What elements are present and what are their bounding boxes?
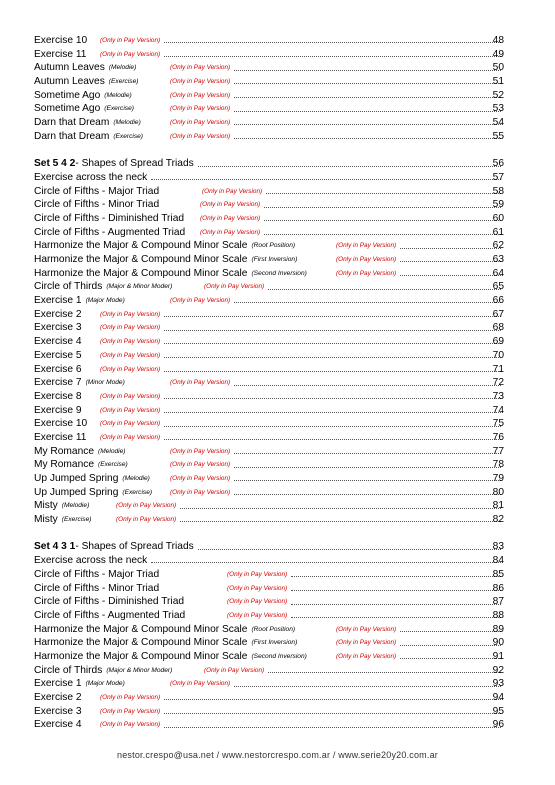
page-number: 65: [492, 281, 504, 293]
pay-version-note: (Only in Pay Version): [170, 119, 231, 127]
entry-title: My Romance: [34, 445, 95, 457]
dot-leader: [234, 480, 501, 481]
pay-version-note: (Only in Pay Version): [336, 256, 397, 263]
entry-title: Misty: [34, 500, 58, 512]
toc-entry[interactable]: [34, 705, 504, 719]
page-number: 58: [492, 185, 504, 197]
toc-entry[interactable]: [34, 48, 504, 62]
pay-version-note: (Only in Pay Version): [227, 570, 288, 578]
pay-version-note: (Only in Pay Version): [100, 707, 161, 715]
entry-title: Exercise 7: [34, 377, 82, 389]
page-number: 84: [492, 555, 504, 567]
entry-note: (Second Inversion): [251, 652, 307, 660]
toc-entry[interactable]: [34, 691, 504, 705]
entry-title: Circle of Thirds: [34, 281, 103, 293]
pay-version-note: (Only in Pay Version): [170, 379, 231, 387]
page-number: 90: [492, 637, 504, 649]
entry-note: (Exercise): [122, 488, 153, 496]
entry-title: Exercise across the neck: [34, 171, 148, 183]
heading-title: - Shapes of Spread Triads: [75, 541, 194, 553]
page-number: 64: [492, 267, 504, 279]
toc-entry[interactable]: [34, 417, 504, 431]
pay-version-note: (Only in Pay Version): [170, 78, 231, 86]
toc-entry[interactable]: [34, 253, 504, 267]
toc-entry[interactable]: [34, 34, 504, 48]
toc-entry[interactable]: [34, 294, 504, 308]
entry-title: Exercise 10: [34, 35, 88, 46]
page-number: 74: [492, 404, 504, 416]
entry-title: Darn that Dream: [34, 117, 110, 129]
toc-entry[interactable]: [34, 486, 504, 500]
dot-leader: [164, 371, 501, 372]
page-number: 91: [492, 650, 504, 662]
page-number: 83: [492, 541, 504, 553]
entry-title: Darn that Dream: [34, 130, 110, 142]
dot-leader: [164, 398, 501, 399]
entry-note: (Major Mode): [85, 680, 125, 688]
toc-entry[interactable]: [34, 390, 504, 404]
toc-entry[interactable]: [34, 650, 504, 664]
toc-entry[interactable]: [34, 198, 504, 212]
pay-version-note: (Only in Pay Version): [100, 406, 161, 414]
page-footer: nestor.crespo@usa.net / www.nestorcrespo.com.ar / www.serie20y20.com.ar: [117, 750, 438, 760]
pay-version-note: (Only in Pay Version): [100, 324, 161, 332]
dot-leader: [264, 207, 501, 208]
page-number: 82: [492, 514, 504, 526]
page-number: 69: [492, 336, 504, 348]
entry-title: Circle of Fifths - Major Triad: [34, 185, 160, 197]
pay-version-note: (Only in Pay Version): [200, 201, 261, 209]
dot-leader: [291, 576, 501, 577]
toc-entry[interactable]: [34, 718, 504, 732]
entry-note: (Melodie): [108, 64, 137, 72]
pay-version-note: (Only in Pay Version): [170, 64, 231, 72]
entry-title: Exercise 4: [34, 336, 82, 348]
dot-leader: [151, 179, 501, 180]
dot-leader: [234, 302, 501, 303]
entry-title: Exercise 11: [34, 48, 87, 60]
pay-version-note: (Only in Pay Version): [336, 269, 397, 277]
toc-entry[interactable]: [34, 636, 504, 650]
entry-title: Circle of Thirds: [34, 664, 103, 676]
pay-version-note: (Only in Pay Version): [100, 365, 161, 373]
entry-title: Circle of Fifths - Minor Triad: [34, 199, 160, 211]
entry-note: (Exercise): [61, 516, 92, 524]
entry-title: Circle of Fifths - Major Triad: [34, 568, 160, 580]
toc-entry[interactable]: [34, 185, 504, 199]
entry-title: Autumn Leaves: [34, 62, 105, 74]
pay-version-note: (Only in Pay Version): [100, 420, 161, 428]
dot-leader: [291, 604, 501, 605]
page-number: 79: [492, 473, 504, 484]
dot-leader: [234, 70, 501, 71]
entry-note: (Exercise): [108, 78, 139, 86]
pay-version-note: (Only in Pay Version): [336, 242, 397, 250]
toc-entry[interactable]: [34, 321, 504, 335]
dot-leader: [266, 193, 501, 194]
heading-title: - Shapes of Spread Triads: [75, 158, 194, 170]
toc-entry[interactable]: [34, 116, 504, 130]
page-number: 71: [492, 363, 504, 375]
pay-version-note: (Only in Pay Version): [100, 721, 161, 729]
toc-entry[interactable]: [34, 363, 504, 377]
page-number: 57: [492, 171, 504, 183]
page-number: 92: [492, 664, 504, 676]
page-number: 80: [492, 486, 504, 498]
pay-version-note: (Only in Pay Version): [100, 694, 161, 701]
dot-leader: [164, 727, 501, 728]
entry-title: Exercise 11: [34, 431, 87, 443]
entry-note: (Exercise): [113, 132, 143, 140]
page-number: 67: [492, 308, 504, 320]
dot-leader: [180, 521, 501, 522]
dot-leader: [268, 289, 501, 290]
page-number: 68: [492, 322, 504, 334]
toc-entry[interactable]: [34, 431, 504, 445]
pay-version-note: (Only in Pay Version): [204, 283, 265, 291]
pay-version-note: (Only in Pay Version): [170, 132, 231, 140]
dot-leader: [234, 385, 501, 386]
dot-leader: [291, 617, 501, 618]
page-number: 93: [492, 678, 504, 690]
entry-note: (Melodie): [113, 119, 141, 127]
dot-leader: [234, 97, 501, 98]
entry-title: Autumn Leaves: [34, 76, 105, 88]
pay-version-note: (Only in Pay Version): [227, 598, 288, 606]
table-of-contents: [34, 34, 504, 732]
dot-leader: [164, 343, 501, 344]
toc-entry[interactable]: [34, 376, 504, 390]
dot-leader: [180, 508, 501, 509]
pay-version-note: (Only in Pay Version): [116, 502, 177, 510]
entry-title: Circle of Fifths - Augmented Triad: [34, 226, 186, 238]
page-number: 56: [492, 158, 504, 170]
toc-entry[interactable]: [34, 582, 504, 596]
toc-entry[interactable]: [34, 89, 504, 103]
entry-title: Sometime Ago: [34, 103, 101, 115]
entry-note: (First Inversion): [251, 639, 298, 647]
entry-title: Circle of Fifths - Minor Triad: [34, 582, 160, 594]
page-number: 55: [492, 130, 504, 142]
toc-entry[interactable]: [34, 349, 504, 363]
pay-version-note: (Only in Pay Version): [116, 516, 177, 524]
toc-entry[interactable]: [34, 609, 504, 623]
page-number: 85: [492, 568, 504, 580]
page-number: 63: [492, 254, 504, 265]
toc-entry[interactable]: [34, 61, 504, 75]
pay-version-note: (Only in Pay Version): [336, 639, 397, 647]
pay-version-note: (Only in Pay Version): [100, 433, 161, 441]
page-number: 88: [492, 609, 504, 621]
pay-version-note: (Only in Pay Version): [336, 625, 397, 633]
entry-note: (Minor Mode): [85, 379, 125, 387]
dot-leader: [234, 686, 501, 687]
heading-set-number: Set 4 3 1: [34, 541, 76, 553]
entry-note: (First Inversion): [251, 256, 298, 263]
dot-leader: [234, 494, 501, 495]
toc-entry[interactable]: [34, 472, 504, 486]
entry-title: Circle of Fifths - Augmented Triad: [34, 609, 186, 621]
dot-leader: [164, 42, 501, 43]
toc-entry[interactable]: [34, 664, 504, 678]
pay-version-note: (Only in Pay Version): [200, 228, 261, 236]
toc-entry[interactable]: [34, 130, 504, 144]
pay-version-note: (Only in Pay Version): [202, 187, 263, 195]
dot-leader: [164, 56, 501, 57]
dot-leader: [164, 713, 501, 714]
entry-title: Harmonize the Major & Compound Minor Scale: [34, 650, 248, 662]
entry-title: Exercise 9: [34, 404, 82, 416]
toc-entry[interactable]: [34, 623, 504, 637]
entry-title: Harmonize the Major & Compound Minor Scale: [34, 254, 248, 265]
entry-title: Sometime Ago: [34, 89, 101, 101]
pay-version-note: (Only in Pay Version): [170, 447, 231, 455]
page-number: 59: [492, 199, 504, 211]
pay-version-note: (Only in Pay Version): [170, 680, 231, 688]
page-number: 66: [492, 295, 504, 307]
page-number: 78: [492, 459, 504, 471]
toc-entry[interactable]: [34, 267, 504, 281]
toc-entry[interactable]: [34, 554, 504, 568]
pay-version-note: (Only in Pay Version): [170, 91, 231, 99]
entry-title: Exercise 5: [34, 349, 82, 361]
entry-title: Harmonize the Major & Compound Minor Scale: [34, 240, 248, 252]
toc-entry[interactable]: [34, 280, 504, 294]
page-number: 81: [492, 500, 504, 512]
page-number: 49: [492, 48, 504, 60]
toc-entry[interactable]: [34, 239, 504, 253]
page-number: 94: [492, 692, 504, 703]
entry-title: Harmonize the Major & Compound Minor Scale: [34, 637, 248, 649]
entry-note: (Exercise): [104, 105, 134, 113]
pay-version-note: (Only in Pay Version): [170, 461, 231, 469]
page-number: 87: [492, 596, 504, 608]
toc-entry[interactable]: [34, 677, 504, 691]
page-number: 73: [492, 390, 504, 402]
toc-entry[interactable]: [34, 171, 504, 185]
dot-leader: [234, 467, 501, 468]
toc-entry[interactable]: [34, 75, 504, 89]
entry-note: (Major & Minor Moder): [106, 666, 173, 674]
page-number: 61: [492, 226, 504, 238]
entry-title: My Romance: [34, 459, 95, 471]
entry-note: (Root Position): [251, 242, 296, 250]
entry-title: Exercise across the neck: [34, 555, 148, 567]
dot-leader: [151, 562, 501, 563]
page-number: 48: [492, 35, 504, 46]
entry-title: Up Jumped Spring: [34, 486, 119, 498]
page-number: 60: [492, 212, 504, 224]
dot-leader: [291, 590, 501, 591]
pay-version-note: (Only in Pay Version): [227, 611, 288, 619]
entry-title: Circle of Fifths - Diminished Triad: [34, 596, 185, 608]
entry-title: Circle of Fifths - Diminished Triad: [34, 212, 185, 224]
entry-title: Exercise 4: [34, 719, 82, 731]
pay-version-note: (Only in Pay Version): [100, 351, 161, 359]
toc-entry[interactable]: [34, 226, 504, 240]
page-number: 54: [492, 117, 504, 129]
toc-entry[interactable]: [34, 595, 504, 609]
toc-heading[interactable]: [34, 157, 504, 171]
page-number: 62: [492, 240, 504, 252]
toc-entry[interactable]: [34, 499, 504, 513]
dot-leader: [164, 439, 501, 440]
dot-leader: [234, 124, 501, 125]
page-number: 76: [492, 431, 504, 443]
entry-note: (Major Mode): [85, 297, 125, 305]
pay-version-note: (Only in Pay Version): [100, 50, 161, 58]
entry-title: Exercise 6: [34, 363, 82, 375]
pay-version-note: (Only in Pay Version): [170, 105, 231, 113]
dot-leader: [234, 453, 501, 454]
entry-title: Exercise 3: [34, 705, 82, 717]
page-number: 89: [492, 623, 504, 635]
dot-leader: [164, 699, 501, 700]
page-number: 96: [492, 719, 504, 731]
dot-leader: [164, 316, 501, 317]
entry-note: (Second Inversion): [251, 269, 307, 277]
page-number: 70: [492, 349, 504, 361]
toc-entry[interactable]: [34, 404, 504, 418]
pay-version-note: (Only in Pay Version): [100, 392, 161, 400]
pay-version-note: (Only in Pay Version): [100, 338, 161, 346]
entry-note: (Major & Minor Moder): [106, 283, 173, 291]
entry-note: (Exercise): [98, 461, 128, 469]
entry-title: Exercise 8: [34, 390, 82, 402]
toc-entry[interactable]: [34, 102, 504, 116]
entry-note: (Melodie): [122, 475, 150, 482]
toc-heading[interactable]: [34, 540, 504, 554]
dot-leader: [164, 426, 501, 427]
toc-entry[interactable]: [34, 212, 504, 226]
entry-title: Harmonize the Major & Compound Minor Scale: [34, 623, 248, 635]
toc-entry[interactable]: [34, 308, 504, 322]
dot-leader: [234, 138, 501, 139]
dot-leader: [164, 357, 501, 358]
entry-title: Exercise 1: [34, 295, 82, 307]
page-number: 72: [492, 377, 504, 389]
pay-version-note: (Only in Pay Version): [227, 584, 288, 592]
toc-entry[interactable]: [34, 458, 504, 472]
toc-entry[interactable]: [34, 513, 504, 527]
entry-note: (Melodie): [61, 502, 90, 510]
entry-note: (Melodie): [104, 91, 132, 99]
toc-entry[interactable]: [34, 445, 504, 459]
page-number: 95: [492, 705, 504, 717]
heading-set-number: Set 5 4 2: [34, 158, 76, 170]
entry-title: Up Jumped Spring: [34, 473, 119, 484]
dot-leader: [268, 672, 501, 673]
entry-note: (Melodie): [98, 447, 126, 455]
entry-title: Exercise 3: [34, 322, 82, 334]
pay-version-note: (Only in Pay Version): [170, 297, 231, 305]
dot-leader: [234, 111, 501, 112]
page-number: 75: [492, 418, 504, 430]
page-number: 77: [492, 445, 504, 457]
pay-version-note: (Only in Pay Version): [200, 214, 261, 222]
page-number: 53: [492, 103, 504, 115]
pay-version-note: (Only in Pay Version): [170, 488, 231, 496]
dot-leader: [164, 330, 501, 331]
dot-leader: [198, 166, 501, 167]
pay-version-note: (Only in Pay Version): [100, 310, 161, 318]
toc-entry[interactable]: [34, 335, 504, 349]
dot-leader: [198, 549, 501, 550]
entry-title: Exercise 2: [34, 692, 82, 703]
page-number: 51: [492, 76, 504, 88]
entry-title: Harmonize the Major & Compound Minor Scale: [34, 267, 248, 279]
entry-note: (Root Position): [251, 625, 296, 633]
dot-leader: [264, 234, 501, 235]
entry-title: Exercise 10: [34, 418, 88, 430]
dot-leader: [164, 412, 501, 413]
page-number: 52: [492, 89, 504, 101]
toc-entry[interactable]: [34, 568, 504, 582]
dot-leader: [234, 83, 501, 84]
pay-version-note: (Only in Pay Version): [204, 666, 265, 674]
pay-version-note: (Only in Pay Version): [170, 475, 231, 482]
entry-title: Exercise 1: [34, 678, 82, 690]
dot-leader: [264, 220, 501, 221]
entry-title: Exercise 2: [34, 308, 82, 320]
pay-version-note: (Only in Pay Version): [100, 37, 161, 44]
entry-title: Misty: [34, 514, 58, 526]
pay-version-note: (Only in Pay Version): [336, 652, 397, 660]
page-number: 50: [492, 62, 504, 74]
page-number: 86: [492, 582, 504, 594]
